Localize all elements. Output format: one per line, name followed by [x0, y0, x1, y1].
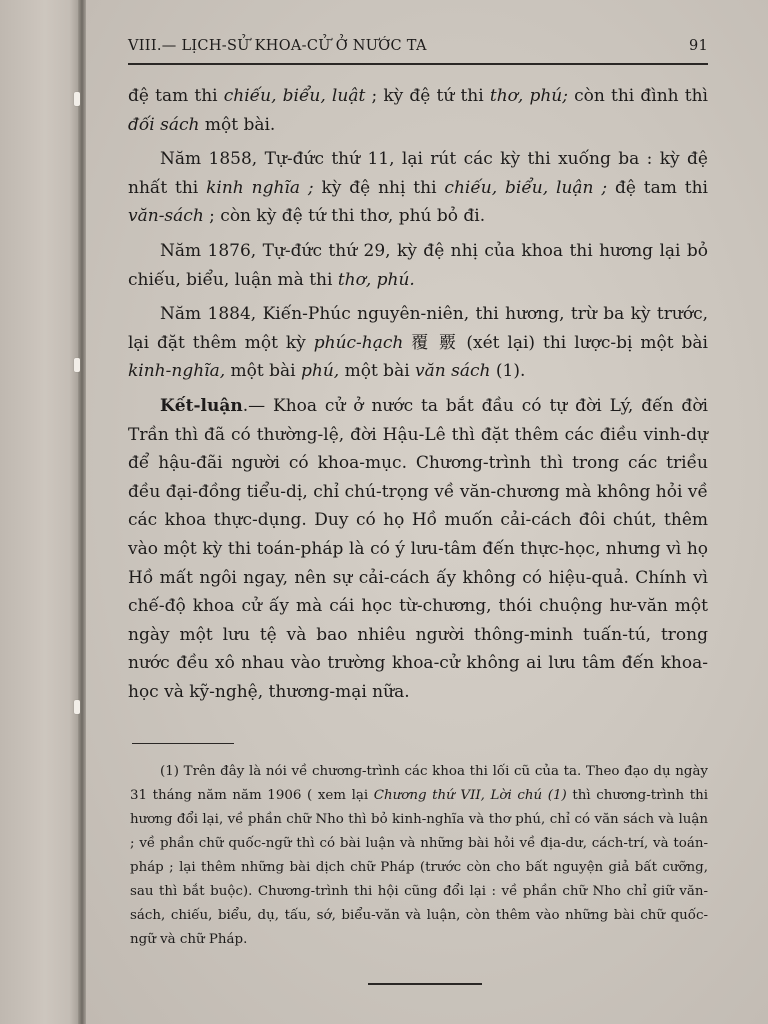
paragraph: Năm 1876, Tự-đức thứ 29, kỳ đệ nhị của khoa thi hương lại bỏ chiếu, biểu, luận mà thi thơ, phú.: [128, 240, 708, 290]
running-header: [128, 38, 708, 60]
chapter-title: VIII.— LỊCH-SỬ KHOA-CỬ Ở NƯỚC TA: [128, 38, 427, 54]
bold-heading: Kết-luận: [160, 395, 243, 416]
book-page: [86, 0, 768, 1024]
end-rule: [368, 983, 482, 985]
paragraph: Năm 1884, Kiến-Phúc nguyên-niên, thi hương, trừ ba kỳ trước, lại đặt thêm một kỳ phúc-hạch 覆 覈 (xét lại) thi lược-bị một bài kinh-nghĩa, một bài phú, một bài văn sách (1).: [128, 304, 708, 382]
header-rule: [128, 63, 708, 65]
facing-page-edge: [0, 0, 82, 1024]
paragraph: Kết-luận.— Khoa cử ở nước ta bắt đầu có tự đời Lý, đến đời Trần thì đã có thường-lệ, đời Hậu-Lê thì đặt thêm các điều vinh-dự để hậu-đãi người có khoa-mục. Chương-trình thì trong các triều đều đại-đồng tiểu-dị, chỉ chú-trọng về văn-chương mà không hỏi về các khoa thực-dụng. Duy có họ Hồ muốn cải-cách đôi chút, thêm vào một kỳ thi toán-pháp là có ý lưu-tâm đến thực-học, nhưng vì họ Hồ mất ngôi ngay, nên sự cải-cách ấy không có hiệu-quả. Chính vì chế-độ khoa cử ấy mà cái học từ-chương, thói chuộng hư-văn một ngày một lưu tệ và bao nhiêu người thông-minh tuấn-tú, trong nước đều xô nhau vào trường khoa-cử không ai lưu tâm đến khoa-học và kỹ-nghệ, thương-mại nữa.: [128, 395, 708, 702]
paragraph: đệ tam thi chiếu, biểu, luật ; kỳ đệ tứ thi thơ, phú; còn thi đình thì đối sách một bài.: [128, 86, 708, 135]
footnote: (1) Trên đây là nói về chương-trình các khoa thi lối cũ của ta. Theo đạo dụ ngày 31 tháng năm năm 1906 ( xem lại Chương thứ VII, Lời chú (1) thì chương-trình thi hương đổi lại, về phần chữ Nho thì bỏ kinh-nghĩa và thơ phú, chỉ có văn sách và luận ; về phần chữ quốc-ngữ thì có bài luận và những bài hỏi về địa-dư, cách-trí, và toán-pháp ; lại thêm những bài dịch chữ Pháp (trước còn cho bất nguyện giả bất cưỡng, sau thì bắt buộc). Chương-trình thi hội cũng đổi lại : về phần chữ Nho chỉ giữ văn-sách, chiếu, biểu, dụ, tấu, sớ, biểu-văn và luận, còn thêm vào những bài chữ quốc-ngữ và chữ Pháp.: [130, 764, 708, 947]
body-text: [128, 82, 708, 712]
book-gutter: [78, 0, 86, 1024]
binding-stitch: [74, 358, 80, 372]
binding-stitch: [74, 700, 80, 714]
footnote-separator: [132, 743, 234, 744]
paragraph: Năm 1858, Tự-đức thứ 11, lại rút các kỳ thi xuống ba : kỳ đệ nhất thi kinh nghĩa ; kỳ đệ nhị thi chiếu, biểu, luận ; đệ tam thi văn-sách ; còn kỳ đệ tứ thi thơ, phú bỏ đi.: [128, 149, 708, 227]
page-number: 91: [688, 38, 708, 54]
binding-stitch: [74, 92, 80, 106]
